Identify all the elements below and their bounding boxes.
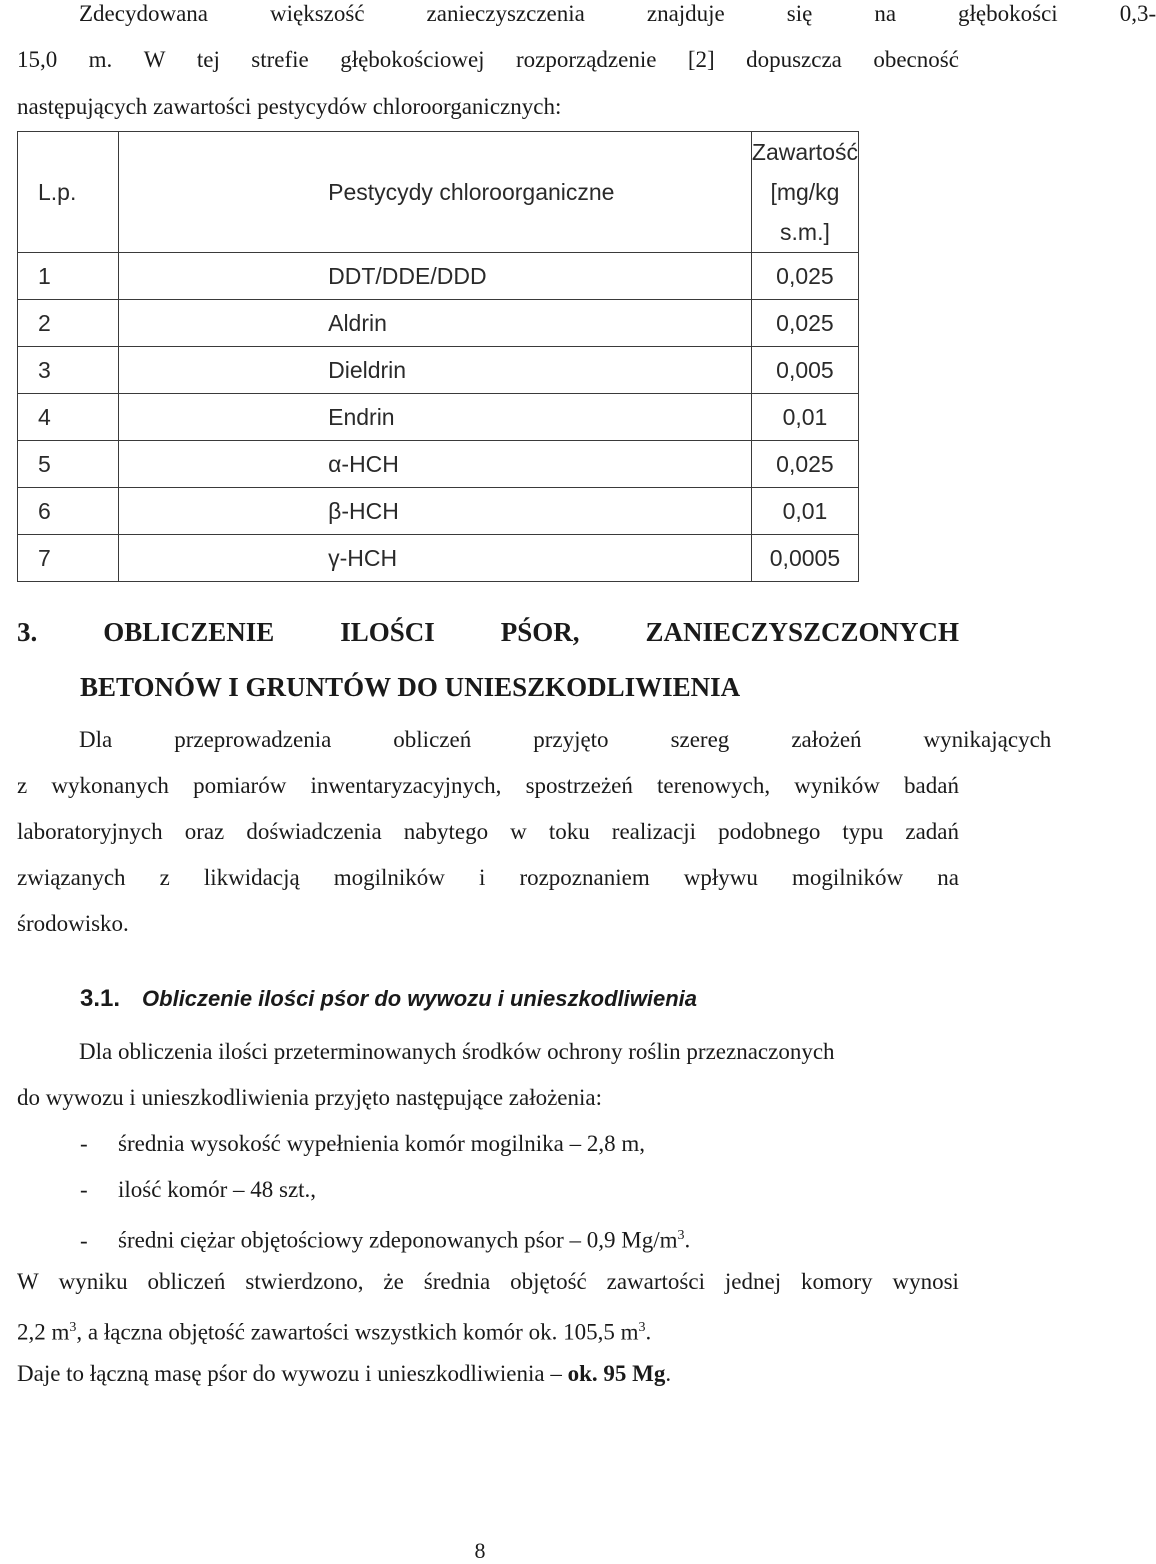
word: się	[786, 1, 813, 26]
word: ZANIECZYSZCZONYCH	[645, 617, 959, 647]
section-3-1-para-line-2: do wywozu i unieszkodliwienia przyjęto następujące założenia:	[17, 1085, 603, 1110]
section-3-para-line-5: środowisko.	[17, 911, 129, 936]
word: 0,3-	[1119, 1, 1156, 26]
word: strefie	[251, 47, 309, 72]
result-line-1	[17, 1268, 959, 1296]
section-3-1-heading: Obliczenie ilości pśor do wywozu i unieszkodliwienia	[142, 986, 698, 1011]
row-name: β-HCH	[119, 488, 752, 535]
word: rozpoznaniem	[519, 865, 650, 890]
row-lp: 4	[18, 394, 119, 441]
word: typu	[842, 819, 884, 844]
row-value: 0,005	[751, 347, 858, 394]
row-lp: 1	[18, 253, 119, 300]
word: jednej	[724, 1269, 782, 1294]
bullet-text: ilość komór – 48 szt.,	[118, 1177, 317, 1202]
word: laboratoryjnych	[17, 819, 163, 844]
word: wyniku	[58, 1269, 128, 1294]
word: W	[17, 1269, 39, 1294]
row-value: 0,01	[751, 394, 858, 441]
word: W	[143, 47, 166, 72]
word: obecność	[873, 47, 959, 72]
row-name: Endrin	[119, 394, 752, 441]
result-text-b: , a łączna objętość zawartości wszystkich komór ok. 105,5 m	[76, 1319, 639, 1345]
pesticides-table	[17, 131, 859, 582]
word: w	[510, 819, 527, 844]
word: zadań	[905, 819, 959, 844]
word: tej	[196, 47, 220, 72]
row-name: DDT/DDE/DDD	[119, 253, 752, 300]
intro-line-1	[17, 0, 1156, 28]
row-name: Aldrin	[119, 300, 752, 347]
section-3-para-line-2	[17, 772, 959, 800]
word: objętość	[510, 1269, 587, 1294]
word: pomiarów	[193, 773, 287, 798]
word: mogilników	[333, 865, 445, 890]
word: wpływu	[683, 865, 758, 890]
word: średnia	[423, 1269, 491, 1294]
table-row	[18, 488, 859, 535]
word: związanych	[17, 865, 126, 890]
header-name: Pestycydy chloroorganiczne	[119, 132, 752, 253]
section-3-1-title	[80, 985, 697, 1013]
word: terenowych,	[657, 773, 771, 798]
bullet-item	[80, 1130, 645, 1158]
word: 3.	[17, 617, 38, 647]
table-row	[18, 300, 859, 347]
word: m.	[88, 47, 113, 72]
table-row	[18, 347, 859, 394]
word: wyników	[794, 773, 880, 798]
word: założeń	[791, 727, 862, 752]
word: dopuszcza	[746, 47, 842, 72]
bullet-dash: -	[80, 1131, 88, 1156]
final-text-c: .	[665, 1361, 672, 1386]
section-3-para-line-1	[17, 726, 1052, 754]
word: zanieczyszczenia	[426, 1, 585, 26]
bullet-item	[80, 1176, 316, 1204]
row-lp: 7	[18, 535, 119, 582]
bullet-item	[80, 1222, 690, 1255]
header-content-unit: [mg/kg s.m.]	[770, 179, 840, 245]
word: wykonanych	[51, 773, 169, 798]
superscript: 3	[69, 1320, 77, 1335]
word: nabytego	[403, 819, 489, 844]
final-text-a: Daje to łączną masę pśor do wywozu i unieszkodliwienia –	[17, 1361, 568, 1386]
row-lp: 2	[18, 300, 119, 347]
page-number: 8	[474, 1538, 486, 1563]
word: realizacji	[611, 819, 697, 844]
word: stwierdzono,	[245, 1269, 364, 1294]
superscript: 3	[638, 1320, 646, 1335]
word: na	[937, 865, 959, 890]
word: inwentaryzacyjnych,	[310, 773, 502, 798]
bullet-text: średnia wysokość wypełnienia komór mogilnika – 2,8 m,	[118, 1131, 646, 1156]
row-value: 0,01	[751, 488, 858, 535]
table-row	[18, 535, 859, 582]
intro-line-2	[17, 46, 959, 74]
word: szereg	[670, 727, 730, 752]
word: badań	[904, 773, 959, 798]
word: PŚOR,	[500, 617, 580, 647]
table-row	[18, 253, 859, 300]
table-row	[18, 441, 859, 488]
word: mogilników	[791, 865, 904, 890]
word: że	[383, 1269, 404, 1294]
row-value: 0,025	[751, 253, 858, 300]
row-lp: 5	[18, 441, 119, 488]
section-3-para-line-3	[17, 818, 959, 846]
header-content-label: Zawartość	[751, 139, 858, 165]
row-name: α-HCH	[119, 441, 752, 488]
word: komory	[801, 1269, 873, 1294]
bullet-dash: -	[80, 1227, 88, 1253]
word: obliczeń	[147, 1269, 226, 1294]
word: doświadczenia	[246, 819, 382, 844]
word: podobnego	[718, 819, 821, 844]
word: likwidacją	[203, 865, 300, 890]
word: obliczeń	[393, 727, 472, 752]
word: znajduje	[646, 1, 725, 26]
result-line-2	[17, 1314, 959, 1347]
word: wynikających	[923, 727, 1052, 752]
word: spostrzeżeń	[525, 773, 633, 798]
row-lp: 3	[18, 347, 119, 394]
table-header-row	[18, 132, 859, 253]
row-value: 0,025	[751, 441, 858, 488]
word: głębokości	[958, 1, 1058, 26]
word: [2]	[687, 47, 715, 72]
word: toku	[548, 819, 590, 844]
word: głębokościowej	[340, 47, 485, 72]
word: większość	[270, 1, 365, 26]
word: przyjęto	[533, 727, 609, 752]
intro-line-3: następujących zawartości pestycydów chloroorganicznych:	[17, 94, 562, 119]
row-lp: 6	[18, 488, 119, 535]
bullet-dash: -	[80, 1177, 88, 1202]
section-3-1-para-line-1: Dla obliczenia ilości przeterminowanych środków ochrony roślin przeznaczonych	[79, 1039, 835, 1064]
word: z	[17, 773, 28, 798]
section-3-para-line-4	[17, 864, 959, 892]
final-total-mass: ok. 95 Mg	[567, 1361, 666, 1386]
bullet-text: średni ciężar objętościowy zdeponowanych pśor – 0,9 Mg/m	[118, 1227, 678, 1253]
result-text-a: 2,2 m	[17, 1319, 70, 1345]
word: 15,0	[17, 47, 58, 72]
section-3-1-number: 3.1.	[80, 985, 121, 1012]
row-name: γ-HCH	[119, 535, 752, 582]
word: Dla	[79, 727, 113, 752]
word: oraz	[184, 819, 225, 844]
section-3-title-line-2: BETONÓW I GRUNTÓW DO UNIESZKODLIWIENIA	[80, 672, 741, 702]
word: wynosi	[892, 1269, 959, 1294]
word: ILOŚCI	[340, 617, 435, 647]
row-name: Dieldrin	[119, 347, 752, 394]
word: rozporządzenie	[515, 47, 657, 72]
final-line	[17, 1360, 959, 1388]
row-value: 0,0005	[751, 535, 858, 582]
section-3-title-line-1	[17, 617, 959, 648]
bullet-text-end: .	[684, 1227, 691, 1253]
result-text-c: .	[645, 1319, 652, 1345]
header-lp: L.p.	[18, 132, 119, 253]
row-value: 0,025	[751, 300, 858, 347]
word: przeprowadzenia	[174, 727, 332, 752]
word: na	[874, 1, 897, 26]
word: z	[159, 865, 170, 890]
word: zawartości	[606, 1269, 705, 1294]
superscript: 3	[677, 1228, 685, 1243]
word: Zdecydowana	[79, 1, 208, 26]
word: OBLICZENIE	[103, 617, 275, 647]
header-content	[751, 132, 858, 253]
word: i	[478, 865, 486, 890]
table-row	[18, 394, 859, 441]
